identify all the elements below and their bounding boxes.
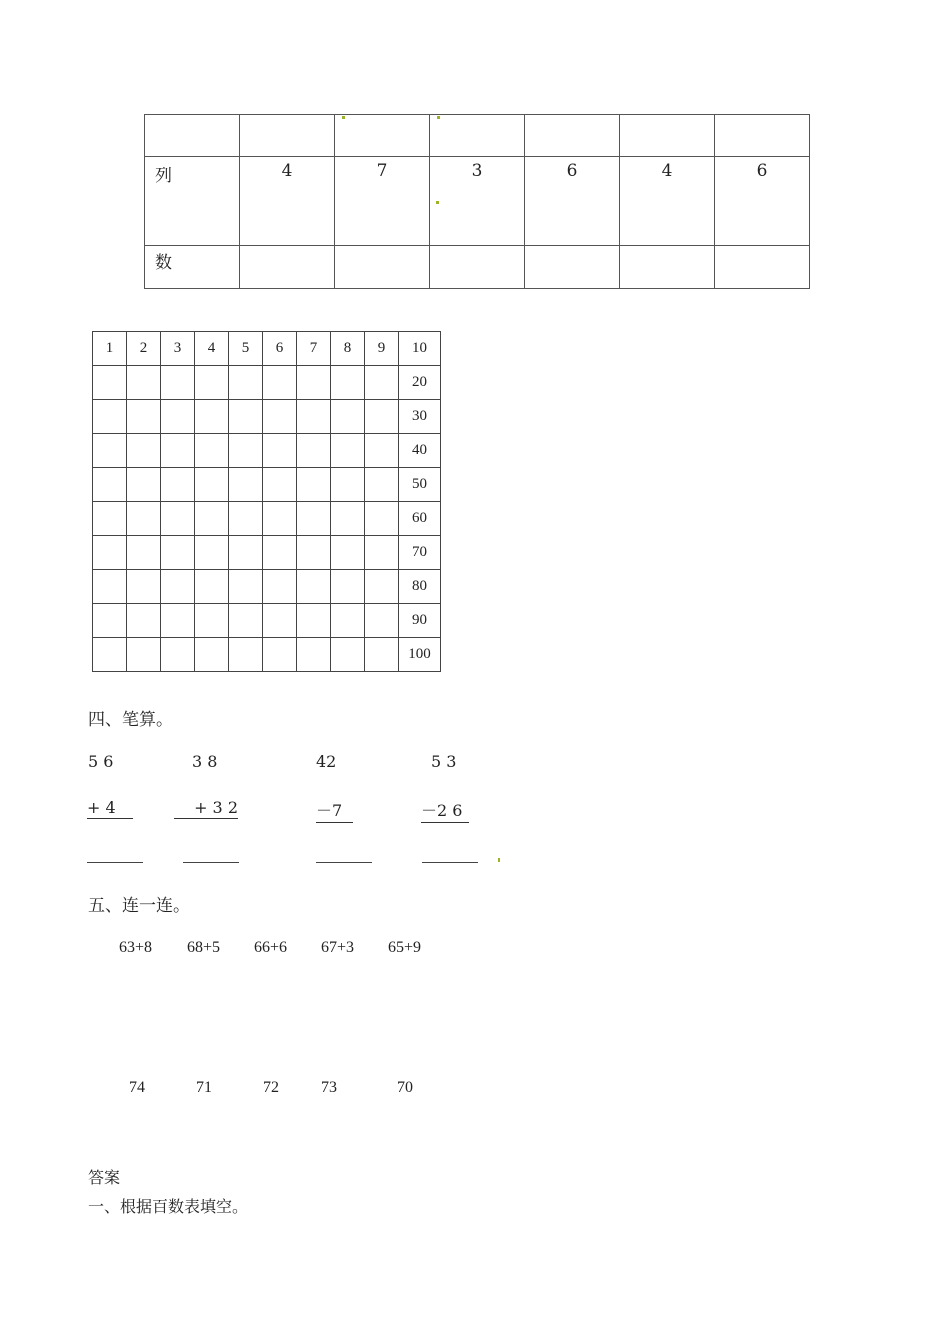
blank-cell[interactable]: [127, 434, 161, 468]
answer-number[interactable]: 70: [397, 1079, 413, 1096]
blank-cell[interactable]: [93, 536, 127, 570]
chart-cell: 70: [399, 536, 441, 570]
blank-cell[interactable]: [331, 400, 365, 434]
chart-cell: 8: [331, 332, 365, 366]
table-row: [93, 400, 441, 434]
chart-cell: 10: [399, 332, 441, 366]
blank-cell[interactable]: [93, 434, 127, 468]
chart-cell: 4: [195, 332, 229, 366]
expression[interactable]: 68+5: [187, 939, 221, 956]
table-row: [145, 115, 810, 157]
blank-cell[interactable]: [331, 536, 365, 570]
problem-bottom: －2 6: [421, 798, 469, 823]
blank-cell[interactable]: [297, 536, 331, 570]
answer-blank[interactable]: [87, 862, 143, 863]
chart-cell: 30: [399, 400, 441, 434]
row-label-lie: 列: [145, 157, 240, 246]
table-cell: [620, 115, 715, 157]
blank-cell[interactable]: [365, 570, 399, 604]
blank-cell[interactable]: [195, 400, 229, 434]
blank-cell[interactable]: [161, 400, 195, 434]
answer-cell[interactable]: [620, 246, 715, 289]
blank-cell[interactable]: [263, 468, 297, 502]
blank-cell[interactable]: [229, 638, 263, 672]
chart-cell: 60: [399, 502, 441, 536]
expression[interactable]: 67+3: [321, 939, 355, 956]
blank-cell[interactable]: [229, 468, 263, 502]
blank-cell[interactable]: [195, 638, 229, 672]
blank-cell[interactable]: [331, 468, 365, 502]
lie-value: 6: [525, 157, 620, 246]
answer-blank[interactable]: [422, 862, 478, 863]
blank-cell[interactable]: [331, 502, 365, 536]
decorative-dot: [437, 116, 440, 119]
blank-cell[interactable]: [229, 570, 263, 604]
decorative-dot: [436, 201, 439, 204]
blank-cell[interactable]: [93, 366, 127, 400]
blank-cell[interactable]: [331, 570, 365, 604]
decorative-dot: [498, 858, 500, 862]
chart-cell: 6: [263, 332, 297, 366]
blank-cell[interactable]: [263, 604, 297, 638]
chart-cell: 2: [127, 332, 161, 366]
blank-cell[interactable]: [195, 570, 229, 604]
problem-bottom: + 4: [87, 798, 133, 819]
blank-cell[interactable]: [263, 366, 297, 400]
blank-cell[interactable]: [127, 570, 161, 604]
blank-cell[interactable]: [331, 366, 365, 400]
blank-cell[interactable]: [229, 536, 263, 570]
table-row: [93, 570, 441, 604]
chart-cell: 3: [161, 332, 195, 366]
blank-cell[interactable]: [331, 638, 365, 672]
answer-cell[interactable]: [525, 246, 620, 289]
blank-cell[interactable]: [263, 434, 297, 468]
fill-table: [144, 114, 810, 289]
blank-cell[interactable]: [263, 638, 297, 672]
blank-cell[interactable]: [365, 536, 399, 570]
blank-cell[interactable]: [195, 366, 229, 400]
blank-cell[interactable]: [229, 502, 263, 536]
answer-key-section1: 一、根据百数表填空。: [88, 1197, 249, 1216]
table-row: [93, 366, 441, 400]
answer-cell[interactable]: [715, 246, 810, 289]
blank-cell[interactable]: [127, 366, 161, 400]
chart-cell: 100: [399, 638, 441, 672]
answer-number[interactable]: 74: [129, 1079, 145, 1096]
blank-cell[interactable]: [127, 400, 161, 434]
lie-value: 6: [715, 157, 810, 246]
expression[interactable]: 63+8: [119, 939, 153, 956]
blank-cell[interactable]: [127, 638, 161, 672]
problem-bottom: + 3 2: [174, 798, 238, 819]
table-row: [93, 332, 441, 366]
blank-cell[interactable]: [93, 570, 127, 604]
problem-top: 3 8: [192, 752, 218, 771]
blank-cell[interactable]: [229, 604, 263, 638]
blank-cell[interactable]: [195, 604, 229, 638]
blank-cell[interactable]: [365, 502, 399, 536]
blank-cell[interactable]: [161, 502, 195, 536]
blank-cell[interactable]: [93, 604, 127, 638]
blank-cell[interactable]: [93, 638, 127, 672]
blank-cell[interactable]: [161, 366, 195, 400]
chart-cell: 7: [297, 332, 331, 366]
chart-cell: 1: [93, 332, 127, 366]
blank-cell[interactable]: [161, 604, 195, 638]
blank-cell[interactable]: [229, 434, 263, 468]
table-cell: [715, 115, 810, 157]
blank-cell[interactable]: [127, 536, 161, 570]
answer-blank[interactable]: [183, 862, 239, 863]
chart-cell: 90: [399, 604, 441, 638]
blank-cell[interactable]: [365, 638, 399, 672]
blank-cell[interactable]: [195, 536, 229, 570]
chart-cell: 5: [229, 332, 263, 366]
table-row: [93, 468, 441, 502]
blank-cell[interactable]: [331, 604, 365, 638]
blank-cell[interactable]: [93, 468, 127, 502]
blank-cell[interactable]: [263, 570, 297, 604]
blank-cell[interactable]: [297, 434, 331, 468]
table-cell: [430, 115, 525, 157]
decorative-dot: [342, 116, 345, 119]
blank-cell[interactable]: [161, 468, 195, 502]
table-cell: [335, 115, 430, 157]
table-row: [93, 604, 441, 638]
blank-cell[interactable]: [195, 434, 229, 468]
table-row: [93, 434, 441, 468]
blank-cell[interactable]: [161, 638, 195, 672]
blank-cell[interactable]: [127, 604, 161, 638]
chart-cell: 80: [399, 570, 441, 604]
lie-value: 7: [335, 157, 430, 246]
table-row: [145, 157, 810, 246]
chart-cell: 9: [365, 332, 399, 366]
lie-value: 3: [430, 157, 525, 246]
blank-cell[interactable]: [297, 638, 331, 672]
chart-cell: 20: [399, 366, 441, 400]
blank-cell[interactable]: [161, 536, 195, 570]
blank-cell[interactable]: [263, 400, 297, 434]
table-cell: [525, 115, 620, 157]
table-row: [145, 246, 810, 289]
blank-cell[interactable]: [161, 434, 195, 468]
blank-cell[interactable]: [229, 366, 263, 400]
blank-cell[interactable]: [297, 468, 331, 502]
blank-cell[interactable]: [297, 366, 331, 400]
row-label-shu: 数: [145, 246, 240, 289]
blank-cell[interactable]: [195, 502, 229, 536]
blank-cell[interactable]: [161, 570, 195, 604]
problem-top: 5 3: [431, 752, 457, 771]
answer-key-title: 答案: [88, 1168, 121, 1187]
blank-cell[interactable]: [365, 604, 399, 638]
answer-cell[interactable]: [240, 246, 335, 289]
blank-cell[interactable]: [297, 570, 331, 604]
table-cell: [145, 115, 240, 157]
blank-cell[interactable]: [229, 400, 263, 434]
blank-cell[interactable]: [127, 468, 161, 502]
problem-bottom: －7: [316, 798, 353, 823]
table-row: [93, 536, 441, 570]
chart-cell: 50: [399, 468, 441, 502]
blank-cell[interactable]: [331, 434, 365, 468]
lie-value: 4: [620, 157, 715, 246]
blank-cell[interactable]: [297, 400, 331, 434]
blank-cell[interactable]: [365, 434, 399, 468]
hundred-chart: [92, 331, 441, 672]
blank-cell[interactable]: [263, 502, 297, 536]
expression[interactable]: 65+9: [388, 939, 422, 956]
blank-cell[interactable]: [263, 536, 297, 570]
blank-cell[interactable]: [93, 400, 127, 434]
blank-cell[interactable]: [127, 502, 161, 536]
expression[interactable]: 66+6: [254, 939, 288, 956]
blank-cell[interactable]: [365, 468, 399, 502]
blank-cell[interactable]: [297, 502, 331, 536]
blank-cell[interactable]: [93, 502, 127, 536]
answer-number[interactable]: 71: [196, 1079, 212, 1096]
section4-title: 四、笔算。: [88, 710, 173, 730]
lie-value: 4: [240, 157, 335, 246]
answer-number[interactable]: 72: [263, 1079, 279, 1096]
table-row: [93, 638, 441, 672]
problem-top: 42: [316, 752, 337, 771]
blank-cell[interactable]: [365, 366, 399, 400]
problem-top: 5 6: [88, 752, 114, 771]
blank-cell[interactable]: [195, 468, 229, 502]
answer-cell[interactable]: [335, 246, 430, 289]
section5-title: 五、连一连。: [88, 896, 190, 916]
answer-number[interactable]: 73: [321, 1079, 337, 1096]
answer-cell[interactable]: [430, 246, 525, 289]
answer-blank[interactable]: [316, 862, 372, 863]
table-cell: [240, 115, 335, 157]
table-row: [93, 502, 441, 536]
blank-cell[interactable]: [365, 400, 399, 434]
chart-cell: 40: [399, 434, 441, 468]
blank-cell[interactable]: [297, 604, 331, 638]
